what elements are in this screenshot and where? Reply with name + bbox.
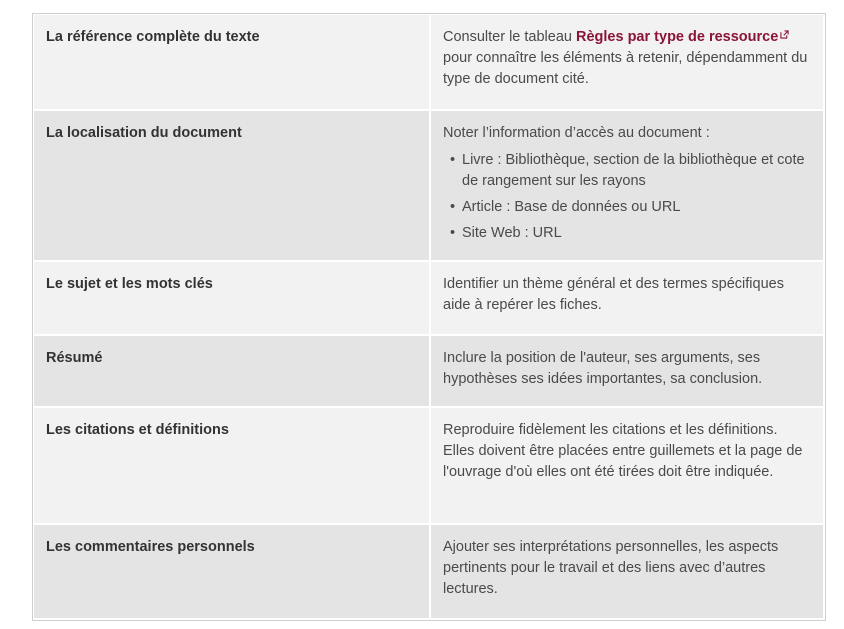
table-row (34, 110, 824, 261)
desc-suffix: pour connaître les éléments à retenir, dépendamment du type de document cité. (443, 50, 808, 87)
access-list (443, 150, 811, 244)
row-label: Les commentaires personnels (34, 524, 430, 619)
row-description (430, 15, 824, 110)
table-row (34, 15, 824, 110)
row-label: Le sujet et les mots clés (34, 261, 430, 335)
row-description: Ajouter ses interprétations personnelles, les aspects pertinents pour le travail et des liens avec d’autres lectures. (430, 524, 824, 619)
row-description: Inclure la position de l'auteur, ses arguments, ses hypothèses ses idées importantes, sa conclusion. (430, 335, 824, 407)
bullet: • (450, 225, 456, 241)
list-item (443, 150, 811, 192)
table-row (34, 261, 824, 335)
desc-prefix: Consulter le tableau (443, 29, 576, 45)
resource-rules-link-label: Règles par type de ressource (576, 29, 779, 45)
row-label: Résumé (34, 335, 430, 407)
bullet: • (450, 152, 456, 168)
reading-notes-table (34, 15, 825, 620)
list-item (443, 223, 811, 244)
table-row (34, 524, 824, 619)
notes-table-frame (32, 13, 826, 621)
bullet: • (450, 199, 456, 215)
row-label: La localisation du document (34, 110, 430, 261)
row-label: La référence complète du texte (34, 15, 430, 110)
row-description: Reproduire fidèlement les citations et les définitions. Elles doivent être placées entre guillemets et la page de l'ouvrage d'où elles ont été tirées doit être indiquée. (430, 407, 824, 524)
list-item (443, 197, 811, 218)
list-item-text: Livre : Bibliothèque, section de la bibliothèque et cote de rangement sur les rayons (462, 152, 805, 189)
table-row (34, 407, 824, 524)
row-description: Identifier un thème général et des termes spécifiques aide à repérer les fiches. (430, 261, 824, 335)
list-item-text: Site Web : URL (462, 225, 562, 241)
list-item-text: Article : Base de données ou URL (462, 199, 681, 215)
row-description (430, 110, 824, 261)
external-link-icon (780, 30, 789, 39)
access-intro: Noter l’information d’accès au document : (443, 125, 710, 141)
table-row (34, 335, 824, 407)
row-label: Les citations et définitions (34, 407, 430, 524)
resource-rules-link[interactable] (576, 29, 791, 45)
